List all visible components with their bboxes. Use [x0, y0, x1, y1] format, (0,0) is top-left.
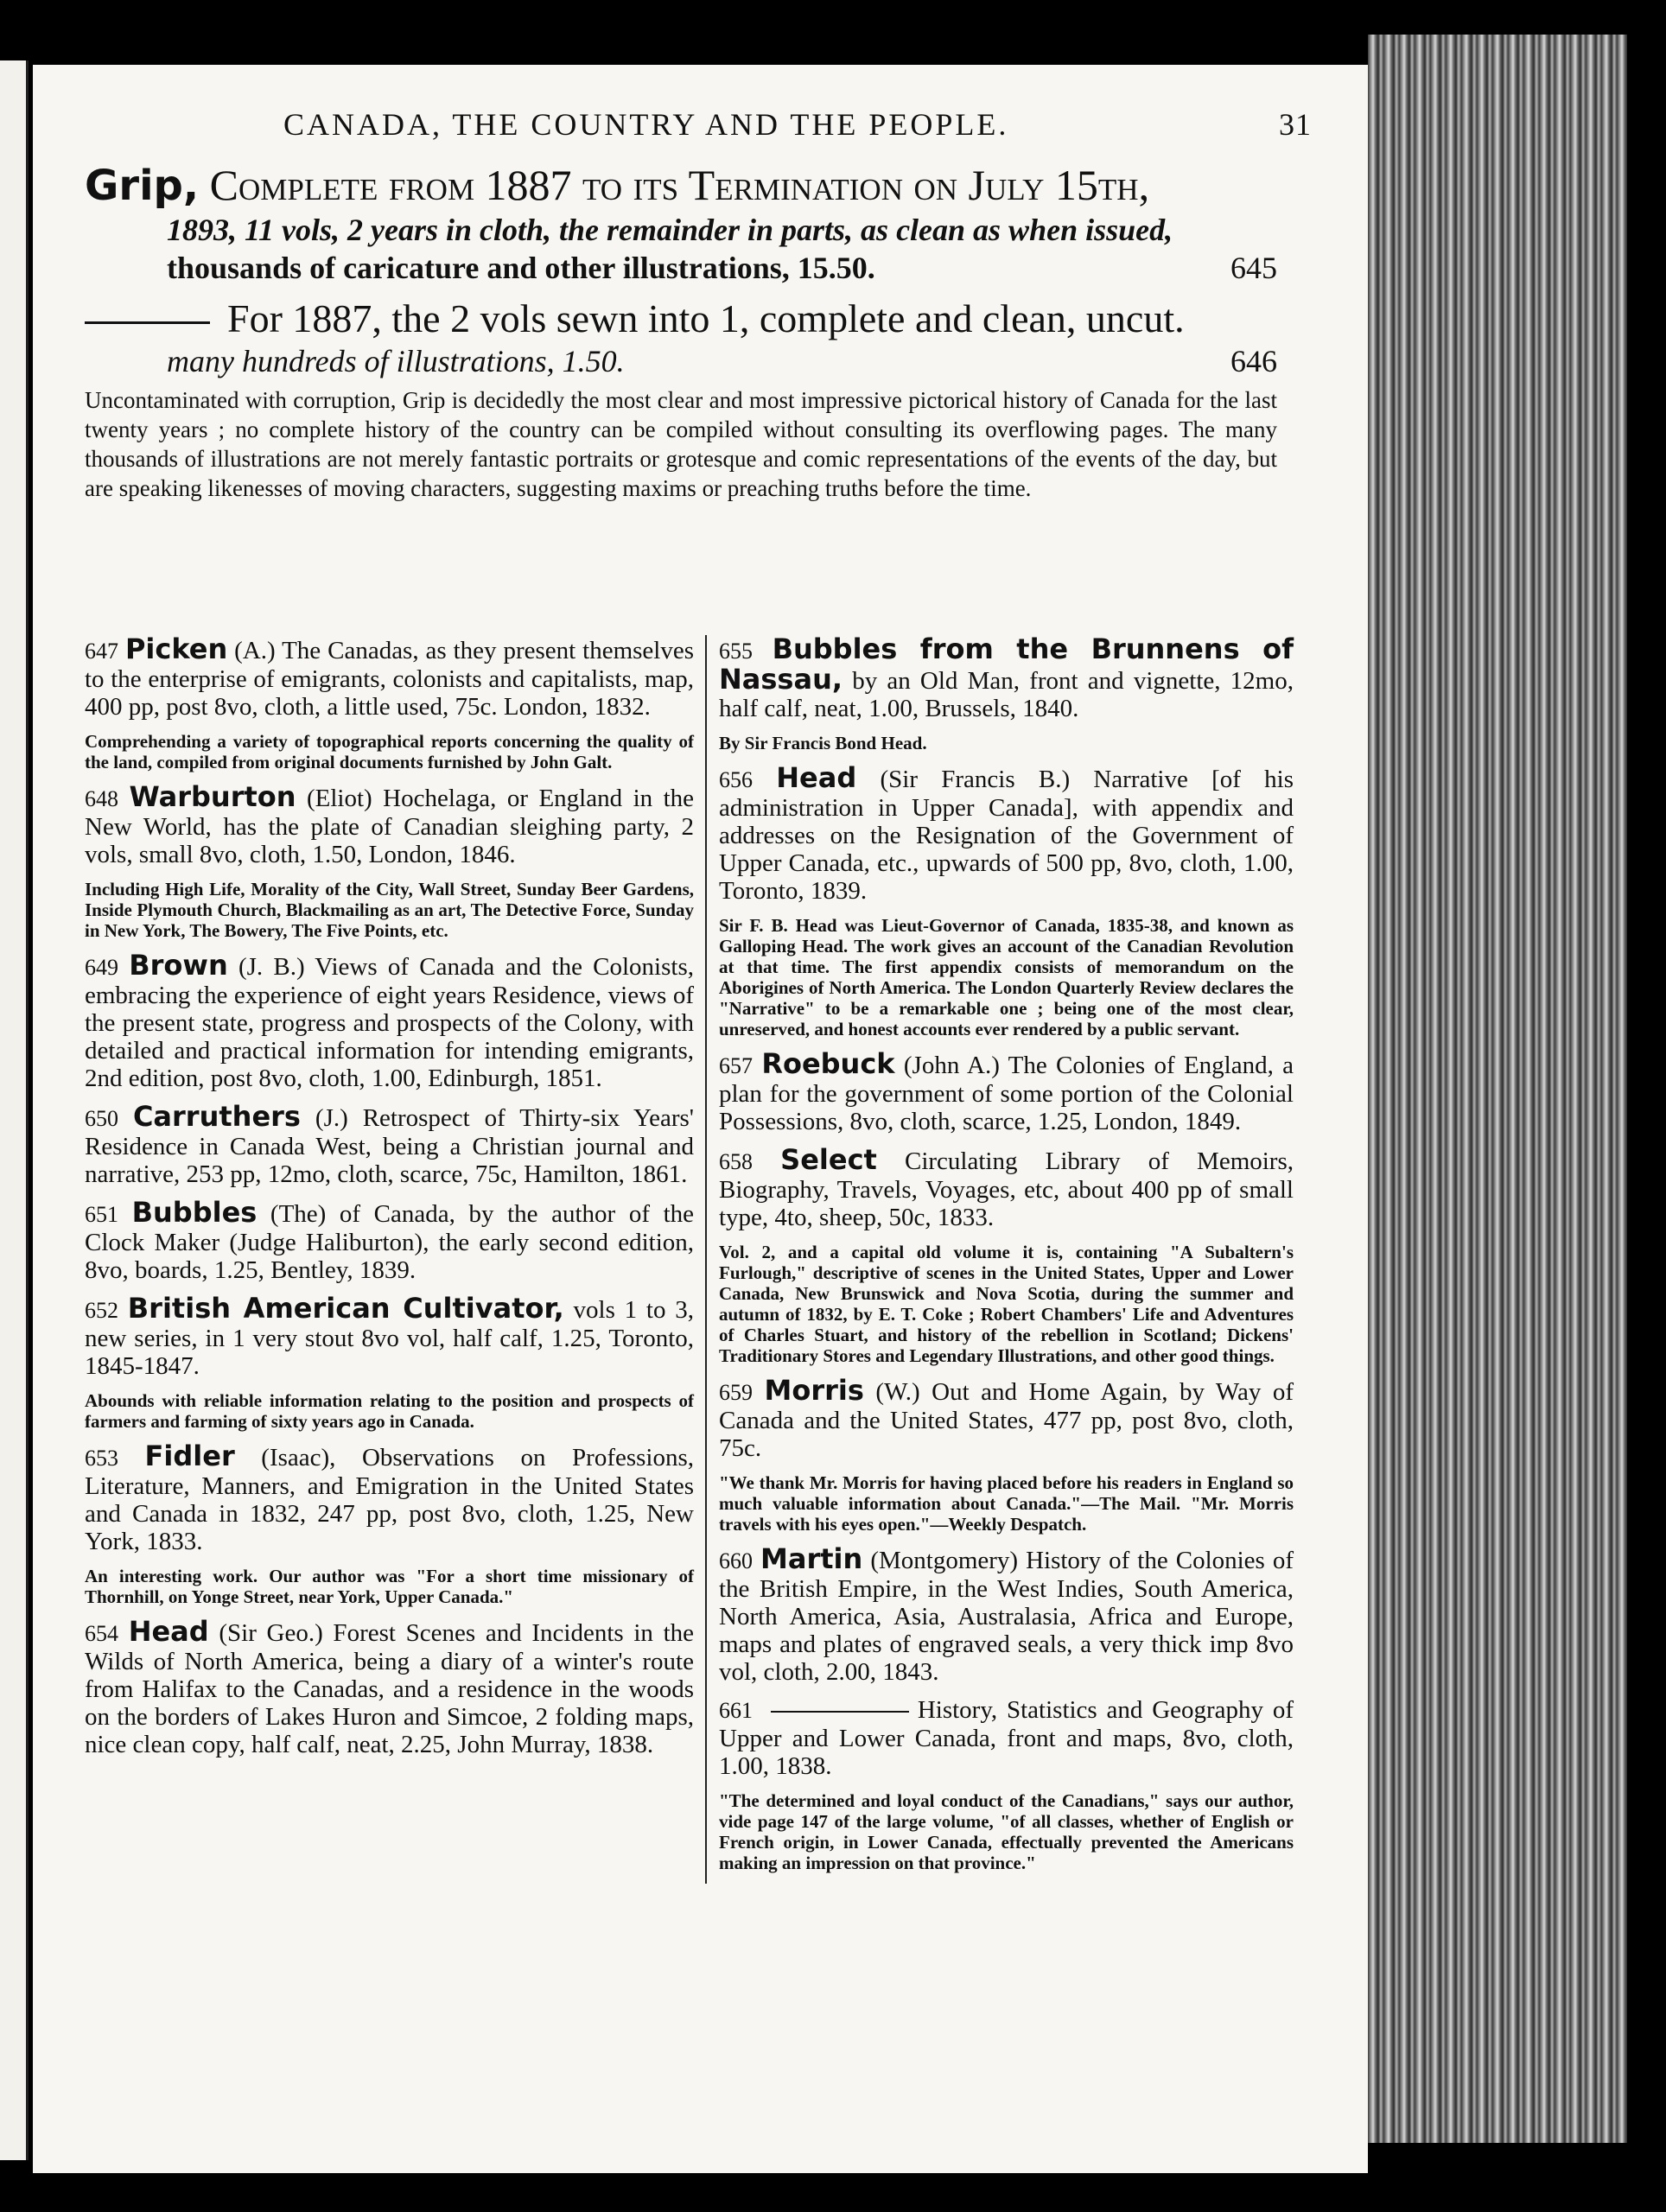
catalog-entry-659: [719, 1376, 1294, 1535]
catalog-entry-660: [719, 1542, 1294, 1686]
left-page-edge: [0, 60, 29, 2160]
entry-note: Sir F. B. Head was Lieut-Governor of Canada, 1835-38, and known as Galloping Head. The work gives an account of the Canadian Revolution at that time. The first appendix consists of memorandum on the Aborigines of North America. The London Quarterly Review declares the "Narrative" to be a remarkable one ; being one of the most clear, unreserved, and honest accounts ever rendered by a public servant.: [719, 915, 1294, 1039]
right-column: [705, 632, 1294, 1884]
entry-description: (J.) Retrospect of Thirty-six Years' Residence in Canada West, being a Christian journal and narrative, 253 pp, 12mo, cloth, scarce, 75c, Hamilton, 1861.: [85, 1104, 695, 1188]
entry-number: 661: [719, 1698, 753, 1723]
catalog-entry-658: [719, 1143, 1294, 1366]
grip-line-3-text: thousands of caricature and other illustrations, 15.50.: [167, 251, 875, 285]
catalog-entry-650: [85, 1100, 695, 1188]
entry-description: Circulating Library of Memoirs, Biography, Travels, Voyages, etc, about 400 pp of small type, 4to, sheep, 50c, 1833.: [719, 1147, 1294, 1231]
entry-note: Abounds with reliable information relating to the position and prospects of farmers and farming of sixty years ago in Canada.: [85, 1390, 694, 1432]
entry-author-name: Morris: [764, 1374, 864, 1407]
entry-note: "We thank Mr. Morris for having placed before his readers in England so much valuable information about Canada."—The Mail. "Mr. Morris travels with his eyes open."—Weekly Despatch.: [719, 1472, 1294, 1535]
grip-headline: [85, 160, 1277, 211]
grip-name: Grip,: [85, 162, 200, 210]
entry-text-block: [719, 1696, 1294, 1780]
entry-note: "The determined and loyal conduct of the Canadians," says our author, vide page 147 of the large volume, "of all classes, whether of English or French origin, in Lower Canada, effectually prevented the Americans making an impression on that province.": [719, 1790, 1294, 1873]
entry-description: History, Statistics and Geography of Upper and Lower Canada, front and maps, 8vo, cloth, 1.00, 1838.: [719, 1696, 1294, 1780]
grip-1887-item-number: 646: [1230, 344, 1277, 378]
entry-number: 651: [85, 1202, 118, 1227]
entry-author-name: Carruthers: [132, 1100, 301, 1133]
entry-author-name: Bubbles: [131, 1196, 258, 1229]
entry-author-name: Head: [128, 1615, 209, 1648]
grip-line-2: 1893, 11 vols, 2 years in cloth, the remainder in parts, as clean as when issued,: [167, 213, 1173, 247]
entry-author-name: Picken: [124, 632, 228, 665]
entry-number: 660: [719, 1548, 753, 1573]
entry-note: Vol. 2, and a capital old volume it is, containing "A Subaltern's Furlough," descriptive of scenes in the United States, Upper and Lower Canada, New Brunswick and Nova Scotia, during the summer and autumn of 1832, by E. T. Coke ; Robert Chambers' Life and Adventures of Charles Stuart, and history of the rebellion in Scotland; Dickens' Traditionary Stores and Legendary Illustrations, and other good things.: [719, 1242, 1294, 1366]
entry-text-block: [85, 951, 694, 1092]
catalog-entry-651: [85, 1198, 694, 1284]
grip-1887-illustrations: many hundreds of illustrations, 1.50.: [167, 344, 625, 378]
entry-number: 652: [85, 1298, 118, 1323]
entry-text-block: [85, 1100, 695, 1188]
entry-author-name: Head: [776, 761, 857, 794]
entry-note: By Sir Francis Bond Head.: [719, 733, 927, 753]
entry-author-name: Bubbles from the Brunnens of Nassau,: [719, 632, 1294, 696]
catalog-entry-657: [719, 1047, 1294, 1135]
entry-description: (Sir Geo.) Forest Scenes and Incidents in the Wilds of North America, being a diary of a winter's route from Halifax to the Canadas, and a residence in the woods on the borders of Lakes Huron and Simcoe, 2 folding maps, nice clean copy, half calf, neat, 2.25, John Murray, 1838.: [85, 1619, 695, 1758]
catalog-entry-653: [85, 1442, 694, 1607]
grip-1887-line-2: [85, 342, 1277, 380]
entry-author-name: Select: [780, 1143, 877, 1176]
entry-number: 653: [85, 1446, 118, 1471]
entry-description: (Eliot) Hochelaga, or England in the New World, has the plate of Canadian sleighing party, 2 vols, small 8vo, cloth, 1.50, London, 1846.: [85, 785, 695, 868]
entry-text-block: [85, 1442, 694, 1555]
grip-description: [85, 211, 1277, 287]
catalog-entry-647: [85, 632, 695, 772]
entry-number: 656: [719, 767, 753, 792]
entry-text-block: [719, 1542, 1294, 1686]
catalog-entry-652: [85, 1294, 694, 1432]
entry-description: (W.) Out and Home Again, by Way of Canada and the United States, 477 pp, post 8vo, cloth, 75c.: [719, 1378, 1294, 1462]
running-header: [283, 106, 1312, 143]
entry-number: 648: [85, 786, 118, 811]
ditto-dash: [85, 321, 210, 324]
entry-text-block: [719, 1143, 1294, 1231]
entry-text-block: [85, 632, 695, 721]
entry-text-block: [719, 1376, 1294, 1462]
entry-description: (J. B.) Views of Canada and the Colonists, embracing the experience of eight years Residence, views of the present state, progress and prospects of the Colony, with detailed and practical information for intending emigrants, 2nd edition, post 8vo, cloth, 1.00, Edinburgh, 1851.: [85, 953, 694, 1092]
catalog-entry-654: [85, 1615, 695, 1758]
grip-listing: [85, 160, 1277, 503]
entry-text-block: [719, 761, 1294, 905]
grip-item-number: 645: [1230, 251, 1277, 285]
grip-headline-text: Complete from 1887 to its Termination on July 15th,: [209, 161, 1150, 209]
book-fore-edge: [1368, 35, 1627, 2143]
entry-author-name: British American Cultivator,: [127, 1292, 564, 1325]
entry-description: (John A.) The Colonies of England, a plan for the government of some portion of the Colonial Possessions, 8vo, cloth, scarce, 1.25, London, 1849.: [719, 1052, 1294, 1135]
catalog-entry-656: [719, 761, 1294, 1039]
entry-note: Including High Life, Morality of the City, Wall Street, Sunday Beer Gardens, Inside Plymouth Church, Blackmailing as an art, The Detective Force, Sunday in New York, The Bowery, The Five Points, etc.: [85, 879, 694, 941]
page-number: 31: [1279, 107, 1312, 142]
grip-line-3: [167, 249, 1277, 287]
entry-number: 655: [719, 639, 753, 664]
catalog-entry-655: [719, 632, 1294, 753]
entry-text-block: [85, 780, 695, 868]
running-title: CANADA, THE COUNTRY AND THE PEOPLE.: [283, 107, 1009, 142]
entry-text-block: [85, 1294, 694, 1380]
entry-note: An interesting work. Our author was "For a short time missionary of Thornhill, on Yonge Street, near York, Upper Canada.": [85, 1566, 694, 1607]
entry-description: (A.) The Canadas, as they present themselves to the enterprise of emigrants, colonists and capitalists, map, 400 pp, post 8vo, cloth, a little used, 75c. London, 1832.: [85, 637, 695, 721]
entry-number: 654: [85, 1621, 118, 1646]
entry-description: (The) of Canada, by the author of the Clock Maker (Judge Haliburton), the early second edition, 8vo, boards, 1.25, Bentley, 1839.: [85, 1200, 695, 1284]
entry-number: 650: [85, 1106, 118, 1131]
entry-number: 657: [719, 1053, 753, 1078]
entry-author-name: Fidler: [144, 1440, 235, 1472]
entry-description: by an Old Man, front and vignette, 12mo, half calf, neat, 1.00, Brussels, 1840.: [719, 667, 1294, 722]
entry-text-block: [85, 1615, 695, 1758]
entry-author-name: Brown: [129, 949, 228, 982]
left-column: [85, 632, 695, 1769]
entry-description: (Isaac), Observations on Professions, Literature, Manners, and Emigration in the United States and Canada in 1832, 247 pp, post 8vo, cloth, 1.25, New York, 1833.: [85, 1444, 695, 1555]
entry-number: 658: [719, 1149, 753, 1174]
entry-number: 659: [719, 1380, 753, 1405]
entry-text-block: [85, 1198, 694, 1284]
entry-number: 649: [85, 955, 118, 980]
catalog-entry-649: [85, 951, 694, 1092]
entry-description: (Montgomery) History of the Colonies of the British Empire, in the West Indies, South America, North America, Asia, Australasia, Africa and Europe, maps and plates of engraved seals, a very thick imp 8vo vol, cloth, 2.00, 1843.: [719, 1547, 1294, 1686]
entry-description: vols 1 to 3, new series, in 1 very stout 8vo vol, half calf, 1.25, Toronto, 1845-1847.: [85, 1296, 695, 1380]
entry-author-name: Martin: [760, 1542, 863, 1575]
entry-text-block: [719, 632, 1294, 722]
entry-author-name: Warburton: [129, 780, 296, 813]
entry-number: 647: [85, 639, 118, 664]
entry-author-name: Roebuck: [761, 1047, 895, 1080]
catalog-entry-661: [719, 1696, 1294, 1873]
ditto-dash: [771, 1711, 909, 1713]
grip-1887-line: [85, 296, 1277, 342]
book-page: [33, 65, 1368, 2173]
grip-paragraph: Uncontaminated with corruption, Grip is decidedly the most clear and most impressive pictorical history of Canada for the last twenty years ; no complete history of the country can be compiled without consulting its overflowing pages. The many thousands of illustrations are not merely fantastic portraits or grotesque and comic representations of the events of the day, but are speaking likenesses of moving characters, suggesting maxims or preaching truths before the time.: [85, 387, 1277, 501]
entry-note: Comprehending a variety of topographical reports concerning the quality of the land, compiled from original documents furnished by John Galt.: [85, 731, 694, 772]
grip-1887-text: For 1887, the 2 vols sewn into 1, complete and clean, uncut.: [227, 296, 1185, 340]
entry-text-block: [719, 1047, 1294, 1135]
catalog-entry-648: [85, 780, 695, 941]
entry-description: (Sir Francis B.) Narrative [of his administration in Upper Canada], with appendix and addresses on the Resignation of the Government of Upper Canada, etc., upwards of 500 pp, 8vo, cloth, 1.00, Toronto, 1839.: [719, 766, 1294, 905]
